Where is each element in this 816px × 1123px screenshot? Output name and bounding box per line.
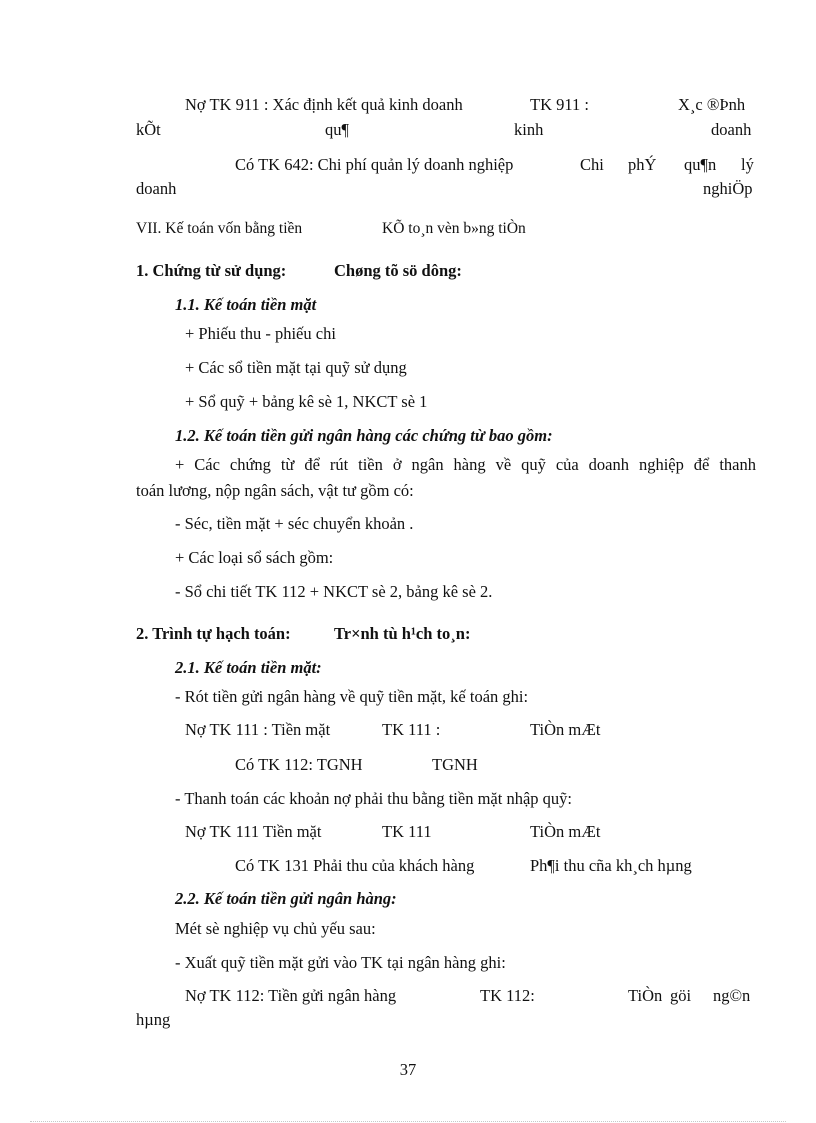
entry-debit-111-b-legacy: TiÒn mÆt (530, 822, 601, 841)
entry-debit-911-legacy: X¸c ®Þnh (678, 95, 746, 114)
legacy-word: göi (670, 986, 692, 1005)
entry-debit-111-legacy: TiÒn mÆt (530, 720, 601, 739)
entry-debit-111-code: TK 111 : (382, 720, 441, 739)
entry-credit-131: Có TK 131 Phải thu của khách hàng (235, 856, 475, 875)
list-item: - Sổ chi tiết TK 112 + NKCT sè 2, bảng kê sè 2. (175, 582, 493, 601)
subheading-cash-2: 2.1. Kế toán tiền mặt: (175, 658, 322, 677)
legacy-word: kÕt (136, 120, 161, 139)
legacy-word: TiÒn (628, 986, 663, 1005)
entry-debit-911: Nợ TK 911 : Xác định kết quả kinh doanh (185, 95, 463, 114)
paragraph-line: Mét sè nghiệp vụ chủ yếu sau: (175, 919, 376, 938)
paragraph-line: toán lương, nộp ngân sách, vật tư gồm có: (136, 481, 414, 500)
heading-accounting-procedure-legacy: Tr×nh tù h¹ch to¸n: (334, 624, 471, 643)
paragraph-line: + Các chứng từ để rút tiền ở ngân hàng về quỹ của doanh nghiệp để thanh (175, 455, 756, 474)
entry-debit-111: Nợ TK 111 : Tiền mặt (185, 720, 331, 739)
legacy-word: lý (741, 155, 754, 174)
heading-documents-used-legacy: Chøng tõ sö dông: (334, 261, 462, 280)
legacy-word: phÝ (628, 155, 657, 174)
entry-debit-112: Nợ TK 112: Tiền gửi ngân hàng (185, 986, 397, 1005)
section-heading-vii: VII. Kế toán vốn bằng tiền (136, 220, 303, 237)
legacy-word: doanh (711, 120, 752, 139)
footer-rule (30, 1121, 786, 1122)
paragraph-line: - Xuất quỹ tiền mặt gửi vào TK tại ngân hàng ghi: (175, 953, 506, 972)
entry-debit-111-b-code: TK 111 (382, 822, 432, 841)
legacy-word: hµng (136, 1010, 171, 1029)
heading-accounting-procedure: 2. Trình tự hạch toán: (136, 624, 291, 643)
entry-debit-111-b: Nợ TK 111 Tiền mặt (185, 822, 322, 841)
entry-credit-112-legacy: TGNH (432, 755, 478, 774)
list-item: - Séc, tiền mặt + séc chuyển khoản . (175, 514, 414, 533)
entry-debit-911-code: TK 911 : (530, 95, 589, 114)
legacy-word: Chi (580, 155, 604, 174)
legacy-word: qu¶ (325, 120, 349, 139)
entry-credit-642: Có TK 642: Chi phí quản lý doanh nghiệp (235, 155, 514, 174)
paragraph-line: - Rót tiền gửi ngân hàng về quỹ tiền mặt, kế toán ghi: (175, 687, 529, 706)
page-number: 37 (399, 1060, 417, 1079)
entry-debit-112-code: TK 112: (480, 986, 535, 1005)
list-item: + Các loại sổ sách gồm: (175, 548, 334, 567)
entry-credit-131-legacy: Ph¶i thu cña kh¸ch hµng (530, 856, 692, 875)
legacy-word: nghiÖp (703, 179, 753, 198)
legacy-word: ng©n (713, 986, 751, 1005)
list-item: + Sổ quỹ + bảng kê sè 1, NKCT sè 1 (185, 392, 428, 411)
list-item: + Phiếu thu - phiếu chi (185, 324, 336, 343)
entry-credit-112: Có TK 112: TGNH (235, 755, 363, 774)
section-heading-vii-legacy: KÕ to¸n vèn b»ng tiÒn (382, 220, 526, 237)
subheading-bank-deposit-2: 2.2. Kế toán tiền gửi ngân hàng: (175, 889, 397, 908)
legacy-word: kinh (514, 120, 544, 139)
subheading-bank-deposit: 1.2. Kế toán tiền gửi ngân hàng các chứng từ bao gồm: (175, 426, 553, 445)
list-item: + Các sổ tiền mặt tại quỹ sử dụng (185, 358, 407, 377)
subheading-cash: 1.1. Kế toán tiền mặt (175, 295, 317, 314)
legacy-word: qu¶n (684, 155, 717, 174)
legacy-word: doanh (136, 179, 177, 198)
heading-documents-used: 1. Chứng từ sử dụng: (136, 261, 287, 280)
paragraph-line: - Thanh toán các khoản nợ phải thu bằng tiền mặt nhập quỹ: (175, 789, 572, 808)
